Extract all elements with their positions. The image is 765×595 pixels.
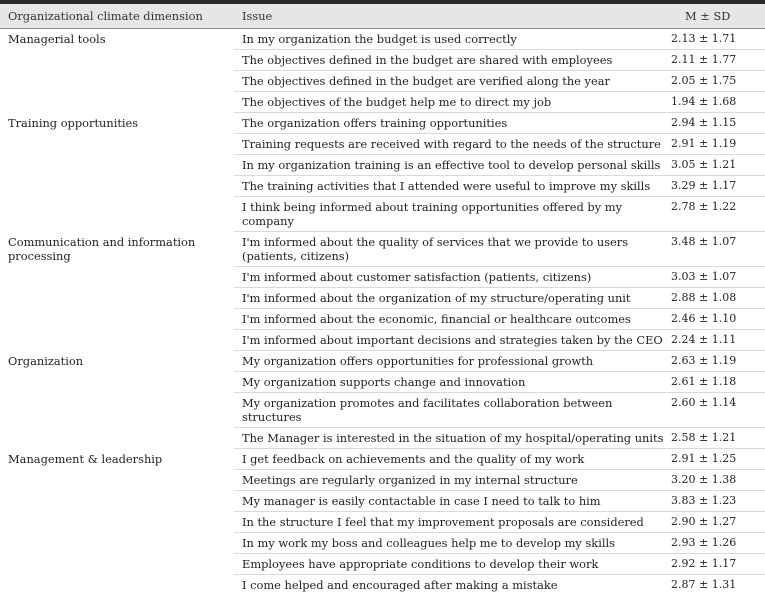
issue-cell: I'm informed about customer satisfaction (patients, citizens) (234, 267, 671, 288)
mean-sd-cell: 1.94 ± 1.68 (671, 92, 765, 113)
mean-sd-cell: 3.29 ± 1.17 (671, 176, 765, 197)
issue-cell: I think being informed about training opportunities offered by my company (234, 197, 671, 232)
mean-sd-cell: 2.24 ± 1.11 (671, 330, 765, 351)
mean-sd-cell: 3.48 ± 1.07 (671, 232, 765, 267)
table-row (0, 449, 765, 470)
header-mean-sd: M ± SD (671, 4, 765, 29)
table-row (0, 232, 765, 267)
issue-cell: The training activities that I attended were useful to improve my skills (234, 176, 671, 197)
issue-cell: The objectives defined in the budget are shared with employees (234, 50, 671, 71)
mean-sd-cell: 3.05 ± 1.21 (671, 155, 765, 176)
mean-sd-cell: 2.05 ± 1.75 (671, 71, 765, 92)
mean-sd-cell: 2.91 ± 1.25 (671, 449, 765, 470)
dimension-cell: Managerial tools (0, 29, 234, 113)
issue-cell: The objectives defined in the budget are verified along the year (234, 71, 671, 92)
issue-cell: The objectives of the budget help me to direct my job (234, 92, 671, 113)
issue-cell: In the structure I feel that my improvement proposals are considered (234, 512, 671, 533)
table-header (0, 4, 765, 29)
issue-cell: I get feedback on achievements and the quality of my work (234, 449, 671, 470)
mean-sd-cell: 2.91 ± 1.19 (671, 134, 765, 155)
mean-sd-cell: 2.46 ± 1.10 (671, 309, 765, 330)
dimension-cell: Organization (0, 351, 234, 449)
issue-cell: Training requests are received with regard to the needs of the structure (234, 134, 671, 155)
issue-cell: Employees have appropriate conditions to develop their work (234, 554, 671, 575)
issue-cell: I'm informed about important decisions and strategies taken by the CEO (234, 330, 671, 351)
dimension-cell: Training opportunities (0, 113, 234, 232)
header-dimension: Organizational climate dimension (0, 4, 234, 29)
climate-table (0, 4, 765, 595)
issue-cell: I come helped and encouraged after making a mistake (234, 575, 671, 595)
mean-sd-cell: 2.11 ± 1.77 (671, 50, 765, 71)
issue-cell: I'm informed about the organization of my structure/operating unit (234, 288, 671, 309)
table-row (0, 351, 765, 372)
mean-sd-cell: 3.03 ± 1.07 (671, 267, 765, 288)
issue-cell: In my organization the budget is used correctly (234, 29, 671, 50)
issue-cell: I'm informed about the quality of services that we provide to users (patients, citizens) (234, 232, 671, 267)
mean-sd-cell: 2.93 ± 1.26 (671, 533, 765, 554)
mean-sd-cell: 2.60 ± 1.14 (671, 393, 765, 428)
header-issue: Issue (234, 4, 671, 29)
mean-sd-cell: 2.61 ± 1.18 (671, 372, 765, 393)
issue-cell: The Manager is interested in the situation of my hospital/operating units (234, 428, 671, 449)
mean-sd-cell: 3.20 ± 1.38 (671, 470, 765, 491)
issue-cell: I'm informed about the economic, financial or healthcare outcomes (234, 309, 671, 330)
mean-sd-cell: 2.88 ± 1.08 (671, 288, 765, 309)
table-body (0, 29, 765, 595)
issue-cell: My organization supports change and innovation (234, 372, 671, 393)
dimension-cell: Management & leadership (0, 449, 234, 595)
mean-sd-cell: 2.90 ± 1.27 (671, 512, 765, 533)
table-row (0, 113, 765, 134)
mean-sd-cell: 2.78 ± 1.22 (671, 197, 765, 232)
issue-cell: The organization offers training opportunities (234, 113, 671, 134)
issue-cell: My organization promotes and facilitates collaboration between structures (234, 393, 671, 428)
issue-cell: In my organization training is an effective tool to develop personal skills (234, 155, 671, 176)
issue-cell: Meetings are regularly organized in my internal structure (234, 470, 671, 491)
mean-sd-cell: 2.92 ± 1.17 (671, 554, 765, 575)
table-row (0, 29, 765, 50)
mean-sd-cell: 2.94 ± 1.15 (671, 113, 765, 134)
mean-sd-cell: 2.63 ± 1.19 (671, 351, 765, 372)
mean-sd-cell: 2.87 ± 1.31 (671, 575, 765, 595)
issue-cell: My organization offers opportunities for professional growth (234, 351, 671, 372)
dimension-cell: Communication and information processing (0, 232, 234, 351)
mean-sd-cell: 2.13 ± 1.71 (671, 29, 765, 50)
mean-sd-cell: 3.83 ± 1.23 (671, 491, 765, 512)
issue-cell: In my work my boss and colleagues help me to develop my skills (234, 533, 671, 554)
issue-cell: My manager is easily contactable in case I need to talk to him (234, 491, 671, 512)
mean-sd-cell: 2.58 ± 1.21 (671, 428, 765, 449)
